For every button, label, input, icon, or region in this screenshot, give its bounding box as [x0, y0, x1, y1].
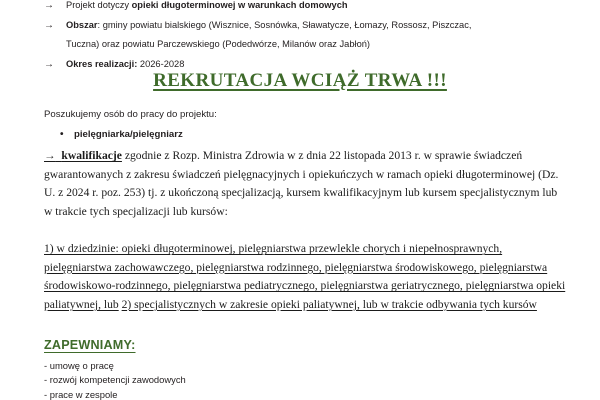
clause-item-1: 1) w dziedzinie: opieki długoterminowej, pielęgniarstwa przewlekle chorych i niepełnosprawnych, pielęgniarstwa zachowawczego, pielęgniarstwa rodzinnego, pielęgniarstwa środowiskowego, pielęgniarstwa środowiskowo-rodzinnego, pielęgniarstwa pediatrycznego, pielęgniarstwa geriatrycznego, pielęgniarstwa opieki paliatywnej, lub	[44, 242, 566, 311]
list-item-text	[66, 0, 348, 10]
arrow-icon: →	[44, 0, 54, 11]
period-value: 2026-2028	[137, 58, 185, 69]
promise-heading: ZAPEWNIAMY:	[44, 338, 136, 352]
promise-list	[44, 359, 444, 400]
area-label: Obszar	[66, 19, 98, 30]
project-scope-bold: opieki długoterminowej w warunkach domowych	[131, 0, 348, 10]
area-text-line2: Tuczna) oraz powiatu Parczewskiego (Podedwórze, Milanów oraz Jabłoń)	[66, 39, 371, 49]
list-item-project-scope	[44, 0, 562, 16]
project-summary-list	[44, 0, 562, 74]
clause-item-2: 2) specjalistycznych w zakresie opieki paliatywnej, lub w trakcie odbywania tych kursów	[121, 297, 537, 311]
list-item-text	[66, 20, 562, 55]
list-item-area	[44, 16, 562, 55]
position-label: pielęgniarka/pielęgniarz	[74, 129, 183, 140]
list-item-text	[66, 59, 184, 69]
bullet-icon: •	[60, 129, 64, 140]
promise-item: - rozwój kompetencji zawodowych	[44, 374, 186, 386]
arrow-icon: →	[44, 58, 54, 70]
page-title: REKRUTACJA WCIĄŻ TRWA !!!	[153, 70, 447, 91]
period-label: Okres realizacji:	[66, 58, 138, 69]
project-scope-prefix: Projekt dotyczy	[66, 0, 132, 10]
promise-item: - umowę o pracę	[44, 360, 114, 371]
qualification-heading: kwalifikacje	[61, 149, 122, 162]
lead-text: Poszukujemy osób do pracy do projektu:	[44, 109, 217, 120]
area-text: : gminy powiatu bialskiego (Wisznice, Sosnówka, Sławatycze, Łomazy, Rossosz, Piszczac,	[97, 19, 472, 30]
qualification-clauses	[44, 240, 568, 314]
qualification-paragraph	[44, 147, 562, 221]
promise-item: - prace w zespole	[44, 388, 118, 400]
list-item-position	[60, 127, 183, 143]
arrow-icon: →	[44, 149, 56, 162]
qualification-text: zgodnie z Rozp. Ministra Zdrowia w z dnia 22 listopada 2013 r. w sprawie świadczeń gwarantowanych z zakresu świadczeń pielęgnacyjnych i opiekuńczych w ramach opieki długoterminowej (Dz. U. z 2024 r. poz. 253) tj. z ukończoną specjalizacją, kursem kwalifikacyjnym lub kursem specjalistycznym lub w trakcie tych specjalizacji lub kursów:	[44, 149, 559, 218]
arrow-icon: →	[44, 19, 54, 31]
